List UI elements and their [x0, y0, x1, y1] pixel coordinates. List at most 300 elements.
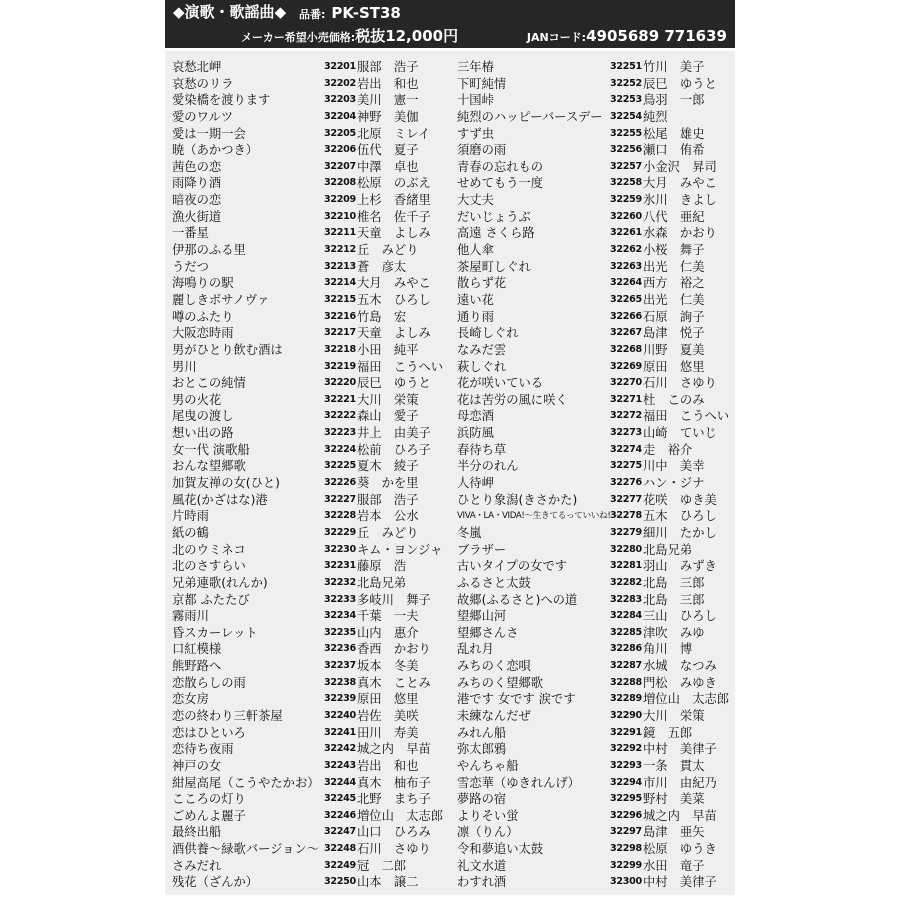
song-title: 熊野路へ [172, 659, 222, 674]
song-row [457, 675, 742, 692]
song-number: 32291 [610, 726, 642, 738]
song-number: 32282 [610, 576, 642, 588]
song-title: 片時雨 [172, 509, 209, 524]
song-number: 32276 [610, 477, 642, 489]
song-number: 32215 [324, 293, 356, 305]
song-artist: 北原 ミレイ [357, 126, 431, 141]
song-row [172, 192, 457, 209]
song-number: 32245 [324, 793, 356, 805]
song-number: 32288 [610, 676, 642, 688]
song-artist: 水城 なつみ [643, 659, 717, 674]
song-number: 32241 [324, 726, 356, 738]
song-row [457, 76, 742, 93]
song-row [457, 858, 742, 875]
song-number: 32259 [610, 194, 642, 206]
song-title: 青春の忘れもの [457, 159, 544, 174]
song-title: 男の火花 [172, 392, 222, 407]
song-row [457, 109, 742, 126]
song-artist: 北島 三郎 [643, 592, 705, 607]
song-number: 32252 [610, 77, 642, 89]
song-artist: 椎名 佐千子 [357, 209, 431, 224]
song-number: 32212 [324, 244, 356, 256]
song-title: 口紅模様 [172, 642, 222, 657]
song-row [457, 242, 742, 259]
song-number: 32283 [610, 593, 642, 605]
song-artist: 細川 たかし [643, 525, 717, 540]
song-artist: 竹島 宏 [357, 309, 407, 324]
song-artist: 五木 ひろし [357, 292, 431, 307]
song-number: 32253 [610, 94, 642, 106]
song-number: 32226 [324, 477, 356, 489]
song-title: 萩しぐれ [457, 359, 507, 374]
song-number: 32214 [324, 277, 356, 289]
jan-code-label: JANコード: [526, 31, 587, 44]
song-title: 他人傘 [457, 243, 494, 258]
song-number: 32221 [324, 393, 356, 405]
song-row [172, 525, 457, 542]
song-artist: 多岐川 舞子 [357, 592, 431, 607]
song-title: 暗夜の恋 [172, 193, 222, 208]
song-artist: 石川 さゆり [357, 842, 431, 857]
song-number: 32219 [324, 360, 356, 372]
song-number: 32230 [324, 543, 356, 555]
song-row [457, 758, 742, 775]
song-title: 大丈夫 [457, 193, 494, 208]
song-title: ふるさと太鼓 [457, 575, 531, 590]
song-artist: 山内 惠介 [357, 625, 419, 640]
song-number: 32264 [610, 277, 642, 289]
song-row [457, 408, 742, 425]
song-artist: 五木 ひろし [643, 509, 717, 524]
song-number: 32222 [324, 410, 356, 422]
song-artist: 増位山 太志郎 [357, 808, 444, 823]
song-artist: 竹川 美子 [643, 60, 705, 74]
song-title: 伊那のふる里 [172, 243, 246, 258]
song-number: 32261 [610, 227, 642, 239]
song-row [172, 92, 457, 109]
song-title: 乱れ月 [457, 642, 494, 657]
song-title: 愛のワルツ [172, 109, 234, 124]
song-title: 哀愁のリラ [172, 76, 234, 91]
song-row [457, 575, 742, 592]
song-artist: 坂本 冬美 [357, 659, 419, 674]
song-number: 32224 [324, 443, 356, 455]
song-artist: 神野 美伽 [357, 109, 419, 124]
song-number: 32251 [610, 61, 642, 72]
song-number: 32203 [324, 94, 356, 106]
song-row [457, 458, 742, 475]
song-row [457, 741, 742, 758]
song-artist: 岩出 和也 [357, 758, 419, 773]
song-row [457, 159, 742, 176]
song-artist: 香西 かおり [357, 642, 431, 657]
song-title: 恋の終わり三軒茶屋 [172, 708, 283, 723]
song-artist: 北野 まち子 [357, 792, 431, 807]
song-number: 32247 [324, 826, 356, 838]
song-number: 32201 [324, 61, 356, 72]
song-row [457, 508, 742, 525]
song-row [457, 691, 742, 708]
song-row [172, 725, 457, 742]
song-number: 32285 [610, 626, 642, 638]
song-row [172, 492, 457, 509]
song-row [457, 492, 742, 509]
song-title: 長崎しぐれ [457, 326, 519, 341]
song-number: 32206 [324, 144, 356, 156]
song-row [457, 225, 742, 242]
song-artist: 島津 亜矢 [643, 825, 705, 840]
song-title: 雨降り酒 [172, 176, 222, 191]
song-artist: 冠 二郎 [357, 858, 407, 873]
song-row [172, 309, 457, 326]
song-row [172, 425, 457, 442]
song-artist: 天童 よしみ [357, 326, 431, 341]
song-title: なみだ雲 [457, 342, 507, 357]
song-row [172, 858, 457, 875]
song-listing [165, 51, 735, 895]
song-number: 32204 [324, 110, 356, 122]
song-number: 32254 [610, 110, 642, 122]
song-artist: 羽山 みずき [643, 559, 717, 574]
song-title: 春待ち草 [457, 442, 507, 457]
song-title: 暁（あかつき） [172, 143, 259, 158]
song-row [172, 292, 457, 309]
song-row [457, 209, 742, 226]
song-artist: 中村 美律子 [643, 742, 717, 757]
song-title: 半分のれん [457, 459, 519, 474]
song-title: おとこの純情 [172, 376, 246, 391]
song-artist: 三山 ひろし [643, 609, 717, 624]
song-title: おんな望郷歌 [172, 459, 246, 474]
song-row [457, 808, 742, 825]
song-number: 32250 [324, 876, 356, 888]
song-artist: 千葉 一夫 [357, 609, 419, 624]
song-artist: 杜 このみ [643, 392, 705, 407]
song-title: 恋待ち夜雨 [172, 742, 234, 757]
song-number: 32281 [610, 560, 642, 572]
song-number: 32255 [610, 127, 642, 139]
song-row [172, 542, 457, 559]
song-number: 32278 [610, 510, 642, 522]
song-artist: 田川 寿美 [357, 725, 419, 740]
song-row [172, 392, 457, 409]
song-number: 32273 [610, 427, 642, 439]
song-row [457, 342, 742, 359]
song-row [457, 791, 742, 808]
song-title: 哀愁北岬 [172, 60, 222, 74]
song-artist: 城之内 早苗 [643, 808, 717, 823]
song-number: 32279 [610, 526, 642, 538]
song-artist: 岩佐 美咲 [357, 708, 419, 723]
song-row [457, 725, 742, 742]
song-title: 尾曳の渡し [172, 409, 234, 424]
song-title: 雪恋華（ゆきれんげ） [457, 775, 580, 790]
song-number: 32272 [610, 410, 642, 422]
category-title [173, 2, 286, 22]
song-artist: 鏡 五郎 [643, 725, 693, 740]
song-row [172, 708, 457, 725]
song-artist: 丘 みどり [357, 525, 419, 540]
song-title: 大阪恋時雨 [172, 326, 234, 341]
song-row [172, 675, 457, 692]
song-title: 遠い花 [457, 292, 494, 307]
song-row [457, 92, 742, 109]
song-artist: 水森 かおり [643, 226, 717, 241]
song-title: 令和夢追い太鼓 [457, 842, 544, 857]
song-artist: 北島兄弟 [643, 542, 693, 557]
song-number: 32297 [610, 826, 642, 838]
song-artist: 西方 裕之 [643, 276, 705, 291]
song-number: 32242 [324, 743, 356, 755]
song-row [172, 59, 457, 76]
song-artist: 川中 美幸 [643, 459, 705, 474]
song-title: 想い出の路 [172, 426, 234, 441]
song-artist: 野村 美菜 [643, 792, 705, 807]
song-title: 礼文水道 [457, 858, 507, 873]
song-number: 32277 [610, 493, 642, 505]
song-number: 32244 [324, 776, 356, 788]
song-artist: 島津 悦子 [643, 326, 705, 341]
song-row [172, 508, 457, 525]
song-title: VIVA・LA・VIDA!～生きてるっていいね!～ [457, 511, 619, 522]
song-title: 下町純情 [457, 76, 507, 91]
song-artist: 葵 かを里 [357, 476, 419, 491]
song-number: 32234 [324, 610, 356, 622]
jan-code [527, 27, 727, 47]
song-row [457, 608, 742, 625]
song-number: 32223 [324, 427, 356, 439]
song-number: 32229 [324, 526, 356, 538]
song-number: 32257 [610, 160, 642, 172]
song-number: 32298 [610, 843, 642, 855]
song-artist: 花咲 ゆき美 [643, 492, 717, 507]
song-title: 古いタイプの女です [457, 559, 568, 574]
song-number: 32225 [324, 460, 356, 472]
song-row [457, 392, 742, 409]
song-artist: 福田 こうへい [643, 409, 730, 424]
song-number: 32299 [610, 859, 642, 871]
song-artist: 津吹 みゆ [643, 625, 705, 640]
song-title: 望郷山河 [457, 609, 507, 624]
song-number: 32262 [610, 244, 642, 256]
song-row [172, 442, 457, 459]
song-title: みれん船 [457, 725, 507, 740]
song-artist: 松前 ひろ子 [357, 442, 431, 457]
song-row [457, 525, 742, 542]
song-number: 32233 [324, 593, 356, 605]
song-artist: 増位山 太志郎 [643, 692, 730, 707]
song-number: 32293 [610, 759, 642, 771]
song-number: 32238 [324, 676, 356, 688]
song-row [172, 325, 457, 342]
song-title: 海鳴りの駅 [172, 276, 234, 291]
song-number: 32239 [324, 693, 356, 705]
song-title: 女一代 演歌船 [172, 442, 250, 457]
song-column-left [172, 59, 457, 891]
song-artist: 北島兄弟 [357, 575, 407, 590]
song-title: 須磨の雨 [457, 143, 507, 158]
song-artist: 中澤 卓也 [357, 159, 419, 174]
song-row [457, 192, 742, 209]
song-number: 32237 [324, 660, 356, 672]
song-row [172, 109, 457, 126]
song-title: 酒供養～緑歌バージョン～ [172, 842, 320, 857]
song-number: 32265 [610, 293, 642, 305]
song-number: 32232 [324, 576, 356, 588]
song-title: 恋女房 [172, 692, 209, 707]
song-row [457, 625, 742, 642]
song-artist: 大川 栄策 [643, 708, 705, 723]
song-artist: 小桜 舞子 [643, 243, 705, 258]
song-number: 32249 [324, 859, 356, 871]
song-row [457, 658, 742, 675]
song-title: 夢路の宿 [457, 792, 507, 807]
song-artist: 松原 のぶえ [357, 176, 431, 191]
song-artist: 出光 仁美 [643, 259, 705, 274]
song-row [172, 142, 457, 159]
song-number: 32210 [324, 210, 356, 222]
song-number: 32240 [324, 709, 356, 721]
song-title: 人待岬 [457, 476, 494, 491]
song-title: 望郷さんさ [457, 625, 519, 640]
diamond-icon: ◆ [274, 3, 287, 21]
song-artist: 丘 みどり [357, 243, 419, 258]
song-number: 32295 [610, 793, 642, 805]
song-number: 32202 [324, 77, 356, 89]
song-title: 紙の鶴 [172, 525, 209, 540]
song-title: 噂のふたり [172, 309, 234, 324]
song-artist: 水田 竜子 [643, 858, 705, 873]
song-artist: 山本 譲二 [357, 875, 419, 890]
song-title: 茶屋町しぐれ [457, 259, 531, 274]
song-title: 花が咲いている [457, 376, 544, 391]
song-artist: 美川 憲一 [357, 93, 419, 108]
song-title: 霧雨川 [172, 609, 209, 624]
song-title: 昏スカーレット [172, 625, 258, 640]
song-title: 凛（りん） [457, 825, 519, 840]
song-number: 32300 [610, 876, 642, 888]
song-title: みちのく望郷歌 [457, 675, 544, 690]
song-number: 32213 [324, 260, 356, 272]
song-title: 麗しきボサノヴァ [172, 292, 270, 307]
product-number-label: 品番: [299, 8, 326, 21]
song-artist: 服部 浩子 [357, 492, 419, 507]
song-number: 32260 [610, 210, 642, 222]
song-row [172, 808, 457, 825]
song-row [172, 758, 457, 775]
song-row [172, 126, 457, 143]
song-title: 花は苦労の風に咲く [457, 392, 568, 407]
song-artist: 氷川 きよし [643, 193, 717, 208]
song-number: 32275 [610, 460, 642, 472]
song-number: 32292 [610, 743, 642, 755]
song-artist: 小金沢 昇司 [643, 159, 717, 174]
song-row [172, 824, 457, 841]
song-row [172, 791, 457, 808]
song-row [457, 126, 742, 143]
song-title: 兄弟連歌(れんか) [172, 575, 268, 590]
song-number: 32228 [324, 510, 356, 522]
song-artist: 大川 栄策 [357, 392, 419, 407]
song-artist: 森山 愛子 [357, 409, 419, 424]
song-artist: 福田 こうへい [357, 359, 444, 374]
song-artist: ハン・ジナ [643, 476, 705, 491]
song-title: 浜防風 [457, 426, 494, 441]
song-number: 32258 [610, 177, 642, 189]
song-row [172, 841, 457, 858]
song-title: うだつ [172, 259, 209, 274]
song-number: 32208 [324, 177, 356, 189]
song-artist: 真木 柚布子 [357, 775, 431, 790]
song-number: 32205 [324, 127, 356, 139]
song-artist: 瀬口 侑希 [643, 143, 705, 158]
song-number: 32217 [324, 327, 356, 339]
song-number: 32269 [610, 360, 642, 372]
song-number: 32227 [324, 493, 356, 505]
song-row [172, 558, 457, 575]
song-artist: 純烈 [643, 109, 668, 124]
song-artist: 天童 よしみ [357, 226, 431, 241]
song-row [172, 592, 457, 609]
song-row [457, 425, 742, 442]
song-row [457, 874, 742, 891]
song-row [172, 575, 457, 592]
song-artist: 原田 悠里 [643, 359, 705, 374]
song-title: 愛染橋を渡ります [172, 93, 271, 108]
retail-price-value: 税抜12,000円 [355, 27, 459, 45]
song-title: 十国峠 [457, 93, 494, 108]
song-artist: 中村 美律子 [643, 875, 717, 890]
song-artist: 岩本 公水 [357, 509, 419, 524]
song-artist: 八代 亜紀 [643, 209, 705, 224]
song-title: せめてもう一度 [457, 176, 544, 191]
song-title: ブラザー [457, 542, 507, 557]
song-title: 故郷(ふるさと)への道 [457, 592, 578, 607]
song-row [172, 275, 457, 292]
song-artist: 出光 仁美 [643, 292, 705, 307]
song-number: 32294 [610, 776, 642, 788]
song-artist: 北島 三郎 [643, 575, 705, 590]
song-title: 愛は一期一会 [172, 126, 246, 141]
song-row [457, 375, 742, 392]
song-row [172, 76, 457, 93]
song-title: だいじょうぶ [457, 209, 531, 224]
song-artist: 夏木 綾子 [357, 459, 419, 474]
song-number: 32284 [610, 610, 642, 622]
song-artist: 石原 詢子 [643, 309, 705, 324]
song-title: ひとり象潟(きさかた) [457, 492, 578, 507]
song-row [172, 608, 457, 625]
song-row [457, 442, 742, 459]
song-number: 32211 [324, 227, 356, 239]
song-number: 32266 [610, 310, 642, 322]
song-title: 純烈のハッピーバースデー [457, 109, 603, 124]
song-title: 母恋酒 [457, 409, 494, 424]
song-row [172, 375, 457, 392]
song-title: 一番星 [172, 226, 209, 241]
song-title: 風花(かざはな)港 [172, 492, 268, 507]
song-artist: 鳥羽 一郎 [643, 93, 705, 108]
song-row [172, 658, 457, 675]
song-row [457, 325, 742, 342]
song-row [457, 542, 742, 559]
song-number: 32231 [324, 560, 356, 572]
song-artist: 真木 ことみ [357, 675, 431, 690]
song-title: 茜色の恋 [172, 159, 222, 174]
song-number: 32267 [610, 327, 642, 339]
song-number: 32286 [610, 643, 642, 655]
song-number: 32270 [610, 377, 642, 389]
